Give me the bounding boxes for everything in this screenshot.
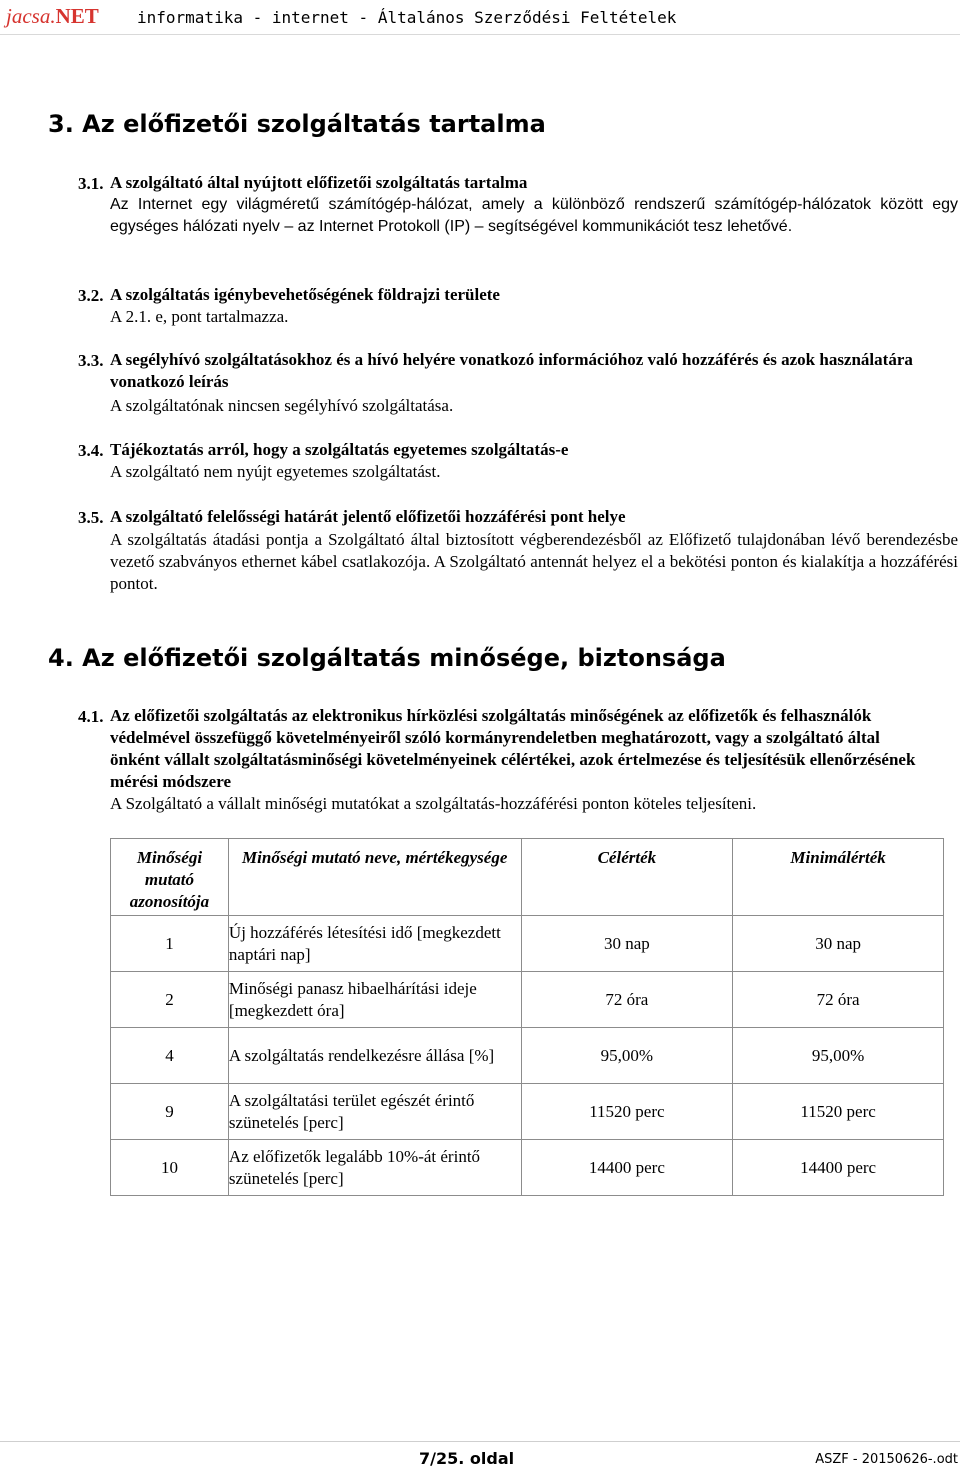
indicator-name: A szolgáltatás rendelkezésre állása [%]: [228, 1028, 521, 1084]
section-3-2-number: 3.2.: [78, 286, 104, 305]
table-header-row: [111, 839, 944, 916]
section-3-5-number: 3.5.: [78, 508, 104, 527]
footer-divider: [0, 1441, 960, 1442]
section-3-1-number: 3.1.: [78, 174, 104, 193]
header-title: informatika - internet - Általános Szerződési Feltételek: [137, 8, 677, 27]
section-3-5-text: A szolgáltatás átadási pontja a Szolgáltató által biztosított végberendezésből az Előfizető tulajdonában lévő berendezésbe vezető szabványos ethernet kábel csatlakozója. A Szolgáltató antennát helyez el a bekötési ponton és kialakítja a hozzáférési pontot.: [110, 530, 958, 593]
section-4-1-number: 4.1.: [78, 707, 104, 726]
section-3-3-number: 3.3.: [78, 351, 104, 370]
section-4-1-heading: Az előfizetői szolgáltatás az elektronikus hírközlési szolgáltatás minőségének az előfizetők és felhasználók védelmével összefüggő követelményeiről szóló kormányrendeletben meghatározott, vagy a szolgáltató által önként vállalt szolgáltatásminőségi követelményeinek célértékei, azok értelmezése és teljesítésük ellenőrzésének mérési módszere: [110, 706, 916, 791]
section-3-4-heading: Tájékoztatás arról, hogy a szolgáltatás egyetemes szolgáltatás-e: [110, 440, 569, 459]
indicator-minimum: 72 óra: [733, 972, 944, 1028]
page-number: 7/25. oldal: [419, 1449, 515, 1468]
logo-net: NET: [55, 4, 99, 28]
section-4-1-text: A Szolgáltató a vállalt minőségi mutatókat a szolgáltatás-hozzáférési ponton köteles teljesíteni.: [110, 794, 757, 813]
section-3-1-text: Az Internet egy világméretű számítógép-hálózat, amely a különböző rendszerű számítógép-hálózatok között egy egységes hálózati nyelv – az Internet Protokoll (IP) – segítségével kommunikációt tesz lehetővé.: [110, 196, 958, 235]
indicator-target: 30 nap: [521, 916, 733, 972]
indicator-target: 72 óra: [521, 972, 733, 1028]
document-filename: ASZF - 20150626-.odt: [815, 1452, 958, 1467]
site-logo[interactable]: [6, 4, 99, 29]
section-4-title: 4. Az előfizetői szolgáltatás minősége, biztonsága: [48, 644, 726, 672]
indicator-id: 2: [111, 972, 229, 1028]
table-row: [111, 1084, 944, 1140]
section-3-4-number: 3.4.: [78, 441, 104, 460]
indicator-target: 14400 perc: [521, 1140, 733, 1196]
column-header-name: Minőségi mutató neve, mértékegysége: [228, 839, 521, 916]
indicator-target: 11520 perc: [521, 1084, 733, 1140]
indicator-target: 95,00%: [521, 1028, 733, 1084]
section-3-3-text: A szolgáltatónak nincsen segélyhívó szolgáltatása.: [110, 396, 454, 415]
indicator-id: 10: [111, 1140, 229, 1196]
indicator-id: 4: [111, 1028, 229, 1084]
indicator-name: Új hozzáférés létesítési idő [megkezdett naptári nap]: [228, 916, 521, 972]
logo-jacsa: jacsa.: [6, 4, 56, 28]
page-header: [0, 0, 960, 35]
quality-indicators-table: [110, 838, 944, 1196]
indicator-name: A szolgáltatási terület egészét érintő szünetelés [perc]: [228, 1084, 521, 1140]
indicator-minimum: 95,00%: [733, 1028, 944, 1084]
indicator-minimum: 30 nap: [733, 916, 944, 972]
table-row: [111, 1028, 944, 1084]
column-header-target: Célérték: [521, 839, 733, 916]
section-3-2-text: A 2.1. e, pont tartalmazza.: [110, 307, 289, 326]
section-3-title: 3. Az előfizetői szolgáltatás tartalma: [48, 110, 546, 138]
indicator-minimum: 14400 perc: [733, 1140, 944, 1196]
section-3-5-heading: A szolgáltató felelősségi határát jelentő előfizetői hozzáférési pont helye: [110, 507, 626, 526]
indicator-minimum: 11520 perc: [733, 1084, 944, 1140]
section-3-1-heading: A szolgáltató által nyújtott előfizetői szolgáltatás tartalma: [110, 173, 528, 192]
section-3-3-heading: A segélyhívó szolgáltatásokhoz és a hívó helyére vonatkozó információhoz való hozzáférés és azok használatára vonatkozó leírás: [110, 350, 913, 391]
indicator-name: Minőségi panasz hibaelhárítási ideje [megkezdett óra]: [228, 972, 521, 1028]
section-3-4-text: A szolgáltató nem nyújt egyetemes szolgáltatást.: [110, 462, 441, 481]
table-row: [111, 1140, 944, 1196]
table-row: [111, 972, 944, 1028]
section-3-2-heading: A szolgáltatás igénybevehetőségének földrajzi területe: [110, 285, 500, 304]
table-row: [111, 916, 944, 972]
indicator-name: Az előfizetők legalább 10%-át érintő szünetelés [perc]: [228, 1140, 521, 1196]
indicator-id: 1: [111, 916, 229, 972]
column-header-minimum: Minimálérték: [733, 839, 944, 916]
indicator-id: 9: [111, 1084, 229, 1140]
column-header-id: Minőségi mutató azonosítója: [111, 839, 229, 916]
